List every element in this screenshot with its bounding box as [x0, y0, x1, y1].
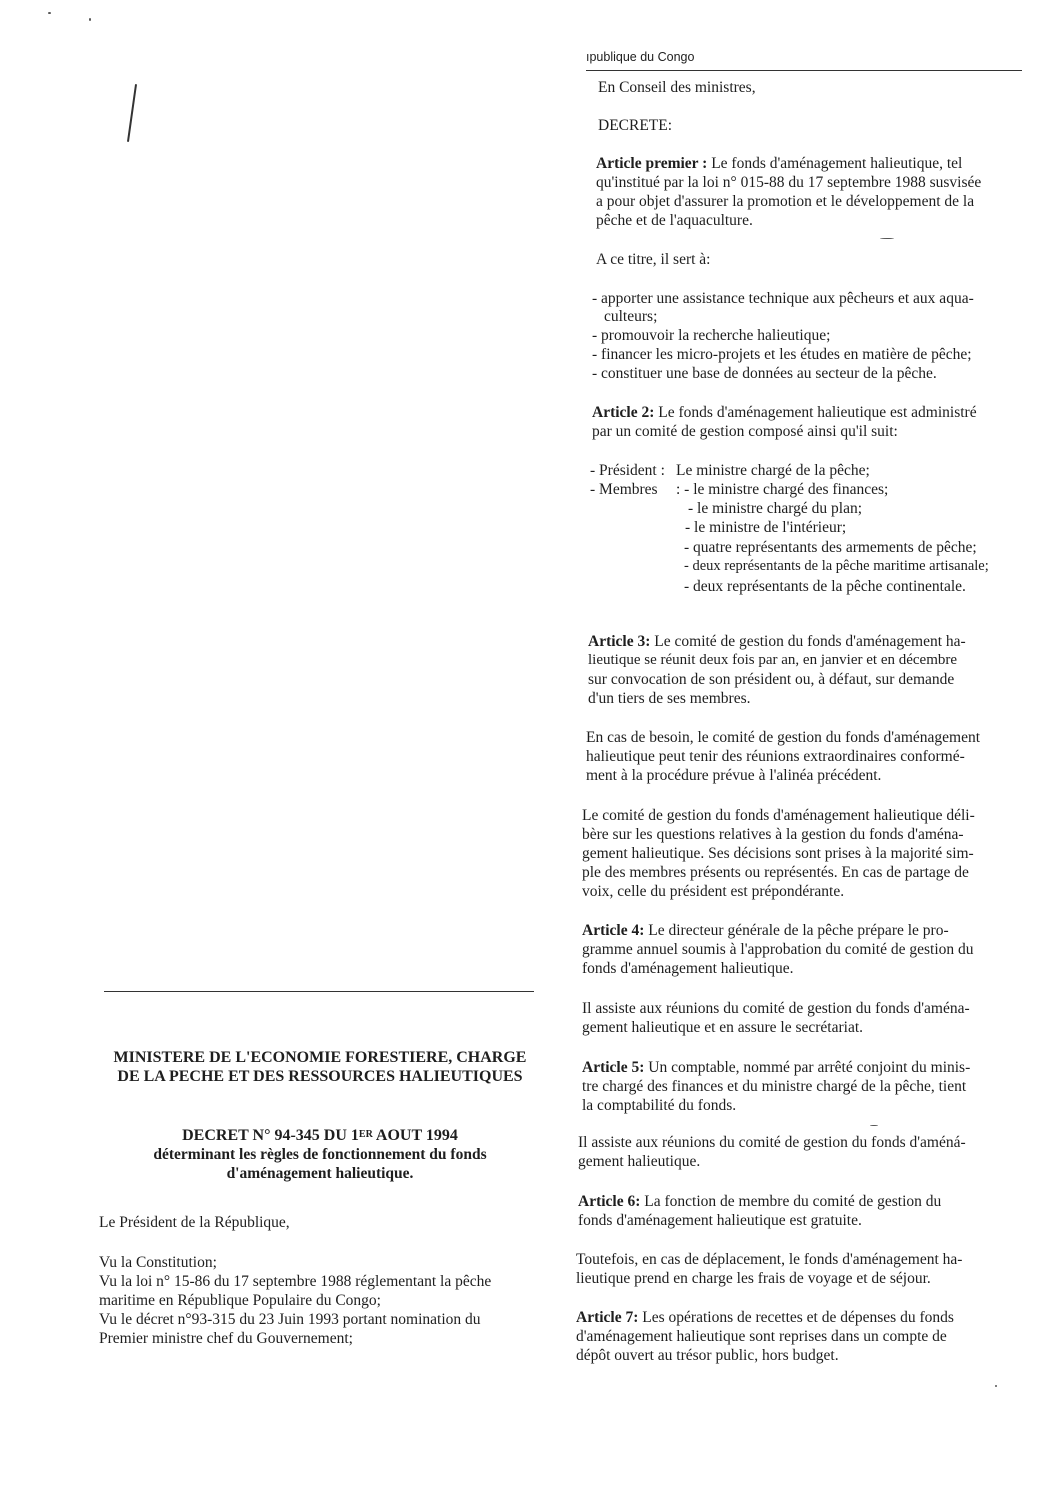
article-3-paragraph-3: voix, celle du président est prépondérante.	[582, 883, 845, 900]
article-1-line: qu'institué par la loi n° 015-88 du 17 septembre 1988 susvisée	[596, 174, 982, 191]
article-5-line: Un comptable, nommé par arrêté conjoint du minis-	[644, 1059, 971, 1076]
decree-title-sup: ER	[358, 1129, 373, 1140]
article-6-line: fonds d'aménagement halieutique est gratuite.	[578, 1212, 862, 1229]
article-3-label: Article 3:	[588, 633, 651, 650]
ministry-heading-line-2: DE LA PECHE ET DES RESSOURCES HALIEUTIQUES	[117, 1068, 523, 1085]
article-3-paragraph-3: Le comité de gestion du fonds d'aménagement halieutique déli-	[582, 807, 975, 824]
article-4-paragraph-2: gement halieutique et en assure le secrétariat.	[582, 1019, 864, 1036]
article-2-member: - deux représentants de la pêche maritime artisanale;	[684, 558, 989, 574]
article-1-item: - apporter une assistance technique aux pêcheurs et aux aqua-	[592, 290, 974, 307]
scan-speck	[48, 12, 51, 14]
article-2-member: - deux représentants de la pêche continentale.	[684, 578, 966, 595]
visa-line: Vu le décret n°93-315 du 23 Juin 1993 portant nomination du	[99, 1311, 481, 1328]
ministry-heading-line-1: MINISTERE DE L'ECONOMIE FORESTIERE, CHARGE	[113, 1049, 527, 1066]
article-2-member: - le ministre chargé du plan;	[688, 500, 863, 517]
decree-subtitle-line-2: d'aménagement halieutique.	[226, 1165, 414, 1182]
article-7-label: Article 7:	[576, 1309, 639, 1326]
visa-line: Vu la loi n° 15-86 du 17 septembre 1988 réglementant la pêche	[99, 1273, 492, 1290]
scan-stroke	[127, 84, 137, 142]
scan-speck	[89, 18, 91, 21]
decree-title-prefix: DECRET N° 94-345 DU 1	[182, 1127, 359, 1144]
article-5	[582, 1058, 970, 1077]
article-2-members-label: - Membres	[590, 481, 658, 498]
left-separator-rule	[104, 991, 534, 992]
article-5-label: Article 5:	[582, 1059, 645, 1076]
article-7-line: d'aménagement halieutique sont reprises dans un compte de	[576, 1328, 947, 1345]
article-2-label: Article 2:	[592, 404, 655, 421]
article-5-paragraph-2: gement halieutique.	[578, 1153, 701, 1170]
article-3-line: d'un tiers de ses membres.	[588, 690, 751, 707]
article-1	[596, 154, 962, 173]
article-4-line: Le directeur générale de la pêche prépare le pro-	[644, 922, 949, 939]
scan-speck	[995, 1385, 997, 1387]
article-2-member: - le ministre de l'intérieur;	[685, 519, 847, 536]
article-3-paragraph-2: halieutique peut tenir des réunions extraordinaires conformé-	[586, 748, 965, 765]
article-4	[582, 921, 949, 940]
article-3-paragraph-3: gement halieutique. Ses décisions sont prises à la majorité sim-	[582, 845, 974, 862]
article-2-president-value: Le ministre chargé de la pêche;	[676, 462, 870, 479]
article-6	[578, 1192, 941, 1211]
article-6-paragraph-2: lieutique prend en charge les frais de voyage et de séjour.	[576, 1270, 931, 1287]
article-1-item: - constituer une base de données au secteur de la pêche.	[592, 365, 937, 382]
article-3-line: Le comité de gestion du fonds d'aménagement ha-	[650, 633, 966, 650]
conseil-line: En Conseil des ministres,	[598, 79, 756, 96]
decree-subtitle-line-1: déterminant les règles de fonctionnement du fonds	[153, 1146, 487, 1163]
article-2-member: - quatre représentants des armements de pêche;	[684, 539, 977, 556]
article-7-line: Les opérations de recettes et de dépenses du fonds	[638, 1309, 954, 1326]
article-1-line: Le fonds d'aménagement halieutique, tel	[707, 155, 963, 172]
article-6-paragraph-2: Toutefois, en cas de déplacement, le fonds d'aménagement ha-	[576, 1251, 963, 1268]
decrete-line: DECRETE:	[598, 117, 673, 134]
running-head: ıpublique du Congo	[586, 50, 695, 64]
article-2-president-label: - Président :	[590, 462, 665, 479]
article-4-label: Article 4:	[582, 922, 645, 939]
article-1-item: - financer les micro-projets et les études en matière de pêche;	[592, 346, 972, 363]
article-3-paragraph-3: ple des membres présents ou représentés. En cas de partage de	[582, 864, 969, 881]
article-5-line: tre chargé des finances et du ministre chargé de la pêche, tient	[582, 1078, 967, 1095]
article-3-line: lieutique se réunit deux fois par an, en janvier et en décembre	[588, 652, 958, 668]
article-6-label: Article 6:	[578, 1193, 641, 1210]
header-rule	[586, 70, 1022, 71]
article-5-paragraph-2: Il assiste aux réunions du comité de gestion du fonds d'améná-	[578, 1134, 966, 1151]
article-2	[592, 403, 977, 422]
article-4-line: gramme annuel soumis à l'approbation du comité de gestion du	[582, 941, 974, 958]
article-4-line: fonds d'aménagement halieutique.	[582, 960, 794, 977]
scan-speck	[880, 238, 894, 239]
article-1-line: pêche et de l'aquaculture.	[596, 212, 753, 229]
article-1-line: a pour objet d'assurer la promotion et le développement de la	[596, 193, 975, 210]
article-3-line: sur convocation de son président ou, à défaut, sur demande	[588, 671, 955, 688]
visa-line: Vu la Constitution;	[99, 1254, 217, 1271]
article-6-line: La fonction de membre du comité de gestion du	[640, 1193, 942, 1210]
article-5-line: la comptabilité du fonds.	[582, 1097, 737, 1114]
article-2-line: Le fonds d'aménagement halieutique est administré	[654, 404, 977, 421]
article-3-paragraph-2: En cas de besoin, le comité de gestion du fonds d'aménagement	[586, 729, 981, 746]
article-2-member: : - le ministre chargé des finances;	[676, 481, 889, 498]
article-7	[576, 1308, 954, 1327]
article-4-paragraph-2: Il assiste aux réunions du comité de gestion du fonds d'aména-	[582, 1000, 970, 1017]
visa-line: Premier ministre chef du Gouvernement;	[99, 1330, 353, 1347]
article-7-line: dépôt ouvert au trésor public, hors budget.	[576, 1347, 839, 1364]
president-line: Le Président de la République,	[99, 1214, 290, 1231]
article-1-label: Article premier :	[596, 155, 708, 172]
article-2-line: par un comité de gestion composé ainsi qu'il suit:	[592, 423, 898, 440]
decree-title-suffix: AOUT 1994	[372, 1127, 458, 1144]
visa-line: maritime en République Populaire du Congo;	[99, 1292, 381, 1309]
decree-title	[100, 1126, 540, 1145]
article-1-item: culteurs;	[604, 308, 658, 325]
article-3-paragraph-2: ment à la procédure prévue à l'alinéa précédent.	[586, 767, 882, 784]
scan-speck	[870, 1125, 878, 1126]
article-3-paragraph-3: bère sur les questions relatives à la gestion du fonds d'aména-	[582, 826, 964, 843]
article-1-intro: A ce titre, il sert à:	[596, 251, 711, 268]
article-1-item: - promouvoir la recherche halieutique;	[592, 327, 831, 344]
article-3	[588, 632, 966, 651]
